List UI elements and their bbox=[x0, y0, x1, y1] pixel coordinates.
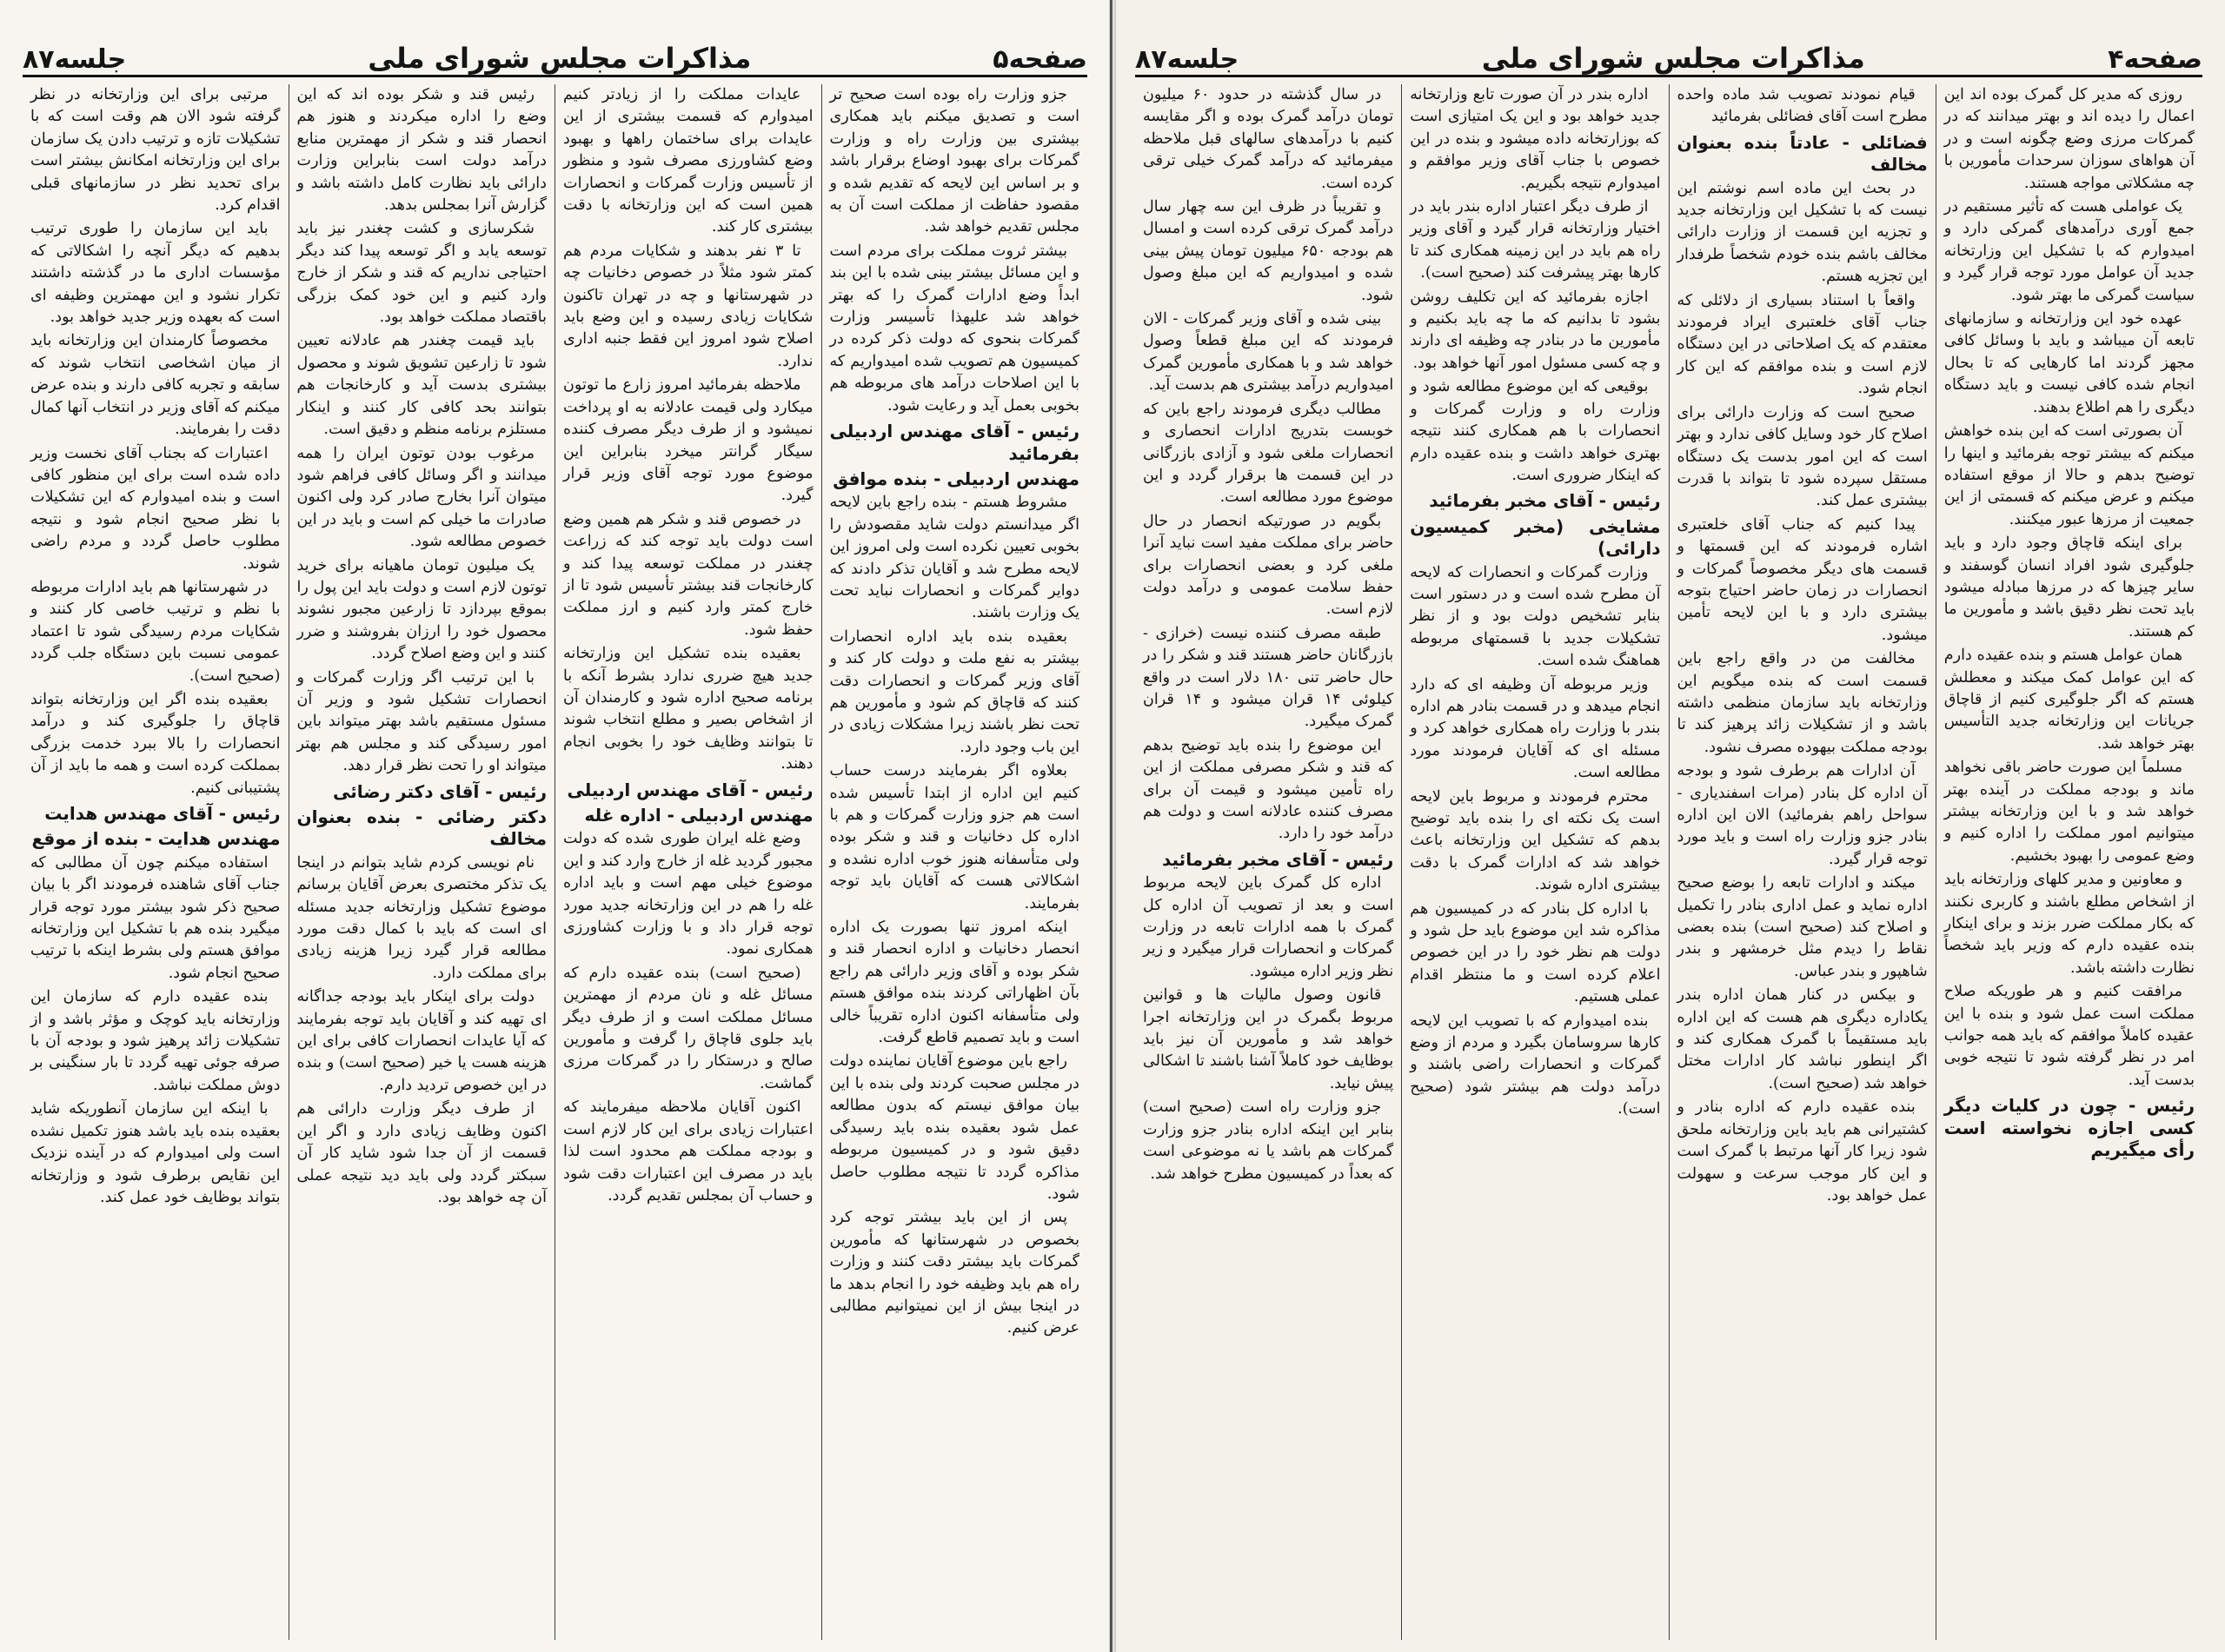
paragraph: مسلماً این صورت حاضر باقی نخواهد ماند و بودجه مملکت در آینده بهتر خواهد شد و با این وزارتخانه بیشتر میتوانیم امور مملکت را اداره کنیم و وضع عمومی را بهبود بخشیم. bbox=[1943, 759, 2195, 865]
left-page-number: صفحه۵ bbox=[993, 44, 1087, 75]
paragraph: و تقریباً در ظرف این سه چهار سال درآمد گمرک ترقی کرده است و امسال هم بودجه ۶۵۰ میلیون تومان پیش بینی شده و امیدواریم که این مبلغ وصول شود. bbox=[1143, 198, 1394, 304]
paragraph: میکند و ادارات تابعه را بوضع صحیح اداره نماید و عمل اداری بنادر را تکمیل و اصلاح کند (صحیح است) بنده بعضی نقاط را دیدم مثل خرمشهر و بندر شاهپور و بندر عباس. bbox=[1677, 874, 1928, 980]
paragraph: مرافقت کنیم و هر طوریکه صلاح مملکت است عمل شود و بنده با این عقیده کاملاً موافقم که باید همه جوانب امر در نظر گرفته شود تا نتیجه خوبی بدست آید. bbox=[1943, 983, 2195, 1089]
paragraph: عهده خود این وزارتخانه و سازمانهای تابعه آن میباشد و باید با وسائل کافی مجهز گردند اما کارهایی که تا بحال انجام شده کافی نیست و باید دستگاه دیگری را هم اطلاع بدهند. bbox=[1943, 310, 2195, 416]
paragraph: بنده عقیده دارم که سازمان این وزارتخانه باید کوچک و مؤثر باشد و از تشکیلات زائد پرهیز شود و بودجه آن با صرفه جوئی تهیه گردد تا بار سنگینی بر دوش مملکت نباشد. bbox=[30, 988, 281, 1094]
speaker-line: مشایخی (مخبر کمیسیون دارائی) bbox=[1410, 515, 1661, 560]
paragraph: با اداره کل بنادر که در کمیسیون هم مذاکره شد این موضوع باید حل شود و دولت هم نظر خود را در این خصوص اعلام کرده است و ما منتظر اقدام عملی هستیم. bbox=[1410, 899, 1661, 1006]
paragraph: قانون وصول مالیات ها و قوانین مربوط بگمرک در این وزارتخانه اجرا خواهد شد و مأمورین آن نیز باید بوظایف خود کاملاً آشنا باشند تا اشکالی پیش نیاید. bbox=[1143, 986, 1394, 1092]
paragraph: اداره کل گمرک باین لایحه مربوط است و بعد از تصویب آن اداره کل گمرک با همه ادارات تابعه در وزارت گمرکات و انحصارات قرار میگیرد و زیر نظر وزیر اداره میشود. bbox=[1143, 874, 1394, 980]
paragraph: پیدا کنیم که جناب آقای خلعتبری اشاره فرمودند که این قسمتها و قسمت های دیگر مخصوصاً گمرکات و انحصارات در زمان حاضر احتیاج بتوجه بیشتری دارد و با این لایحه تأمین میشود. bbox=[1677, 515, 1928, 644]
paragraph: وضع غله ایران طوری شده که دولت مجبور گردید غله از خارج وارد کند و این موضوع خیلی مهم است و باید اداره غله را هم در این وزارتخانه جدید مورد توجه قرار داد و با وزارت کشاورزی همکاری نمود. bbox=[563, 830, 814, 959]
paragraph: عایدات مملکت را از زیادتر کنیم امیدوارم که قسمت بیشتری از این عایدات برای ساختمان راهها و بهبود وضع کشاورزی مصرف شود و منظور از تأسیس وزارت گمرکات و انحصارات همین است که این وزارتخانه با دقت بیشتری کار کند. bbox=[563, 86, 814, 236]
paragraph: و معاونین و مدیر کلهای وزارتخانه باید از اشخاص مطلع باشند و کاربری نکنند که بکار مملکت ضرر بزند و برای اینکار بنده عقیده دارم که وزیر باید شخصاً نظارت داشته باشد. bbox=[1943, 871, 2195, 977]
paragraph: با این ترتیب اگر وزارت گمرکات و انحصارات تشکیل شود و وزیر آن مسئول مستقیم باشد بهتر میتواند باین امور رسیدگی کند و مجلس هم بهتر میتواند او را تحت نظر قرار دهد. bbox=[296, 668, 547, 775]
paragraph: برای اینکه قاچاق وجود دارد و باید جلوگیری شود افراد انسان گوسفند و سایر چیزها که در مرزها مبادله میشود باید تحت نظر دقیق باشد و مأمورین ما کم هستند. bbox=[1943, 534, 2195, 640]
paragraph: بگویم در صورتیکه انحصار در حال حاضر برای مملکت مفید است نباید آنرا ملغی کرد و بعضی انحصارات برای حفظ سلامت عمومی و درآمد دولت لازم است. bbox=[1143, 512, 1394, 619]
paragraph: اجازه بفرمائید که این تکلیف روشن بشود تا بدانیم که ما چه باید بکنیم و مأمورین ما در بنادر چه وظیفه ای دارند و چه کسی مسئول امور آنها خواهد بود. bbox=[1410, 288, 1661, 372]
paragraph: بعلاوه اگر بفرمایند درست حساب کنیم این اداره از ابتدا تأسیس شده است هم جزو وزارت گمرکات و هم با اداره کل دخانیات و قند و شکر بوده ولی متأسفانه هنوز خوب اداره نشده و اشکالاتی هست که آقایان باید توجه بفرمایند. bbox=[829, 762, 1079, 912]
text-column bbox=[289, 84, 555, 1640]
speaker-line: مهندس هدایت - بنده از موقع bbox=[31, 828, 281, 850]
paragraph: ملاحظه بفرمائید امروز زارع ما توتون میکارد ولی قیمت عادلانه به او پرداخت نمیشود و از طرف دیگر مصرف کننده سیگار گرانتر میخرد بنابراین این موضوع مورد توجه آقای وزیر قرار گیرد. bbox=[563, 376, 814, 505]
paragraph: در بحث این ماده اسم نوشتم این نیست که با تشکیل این وزارتخانه جدید و تجزیه این قسمت از وزارت دارائی مخالف باشم بنده خودم شخصاً طرفدار این تجزیه هستم. bbox=[1677, 179, 1928, 286]
paragraph: واقعاً با استناد بسیاری از دلائلی که جناب آقای خلعتبری ایراد فرمودند معتقدم که یک اصلاحاتی در این دستگاه لازم است و بنده موافقم که این کار انجام شود. bbox=[1677, 291, 1928, 398]
paragraph: این موضوع را بنده باید توضیح بدهم که قند و شکر مصرفی مملکت از این راه تأمین میشود و قیمت آن برای مصرف کننده عادلانه است و دولت هم درآمد خود را دارد. bbox=[1143, 736, 1394, 843]
right-page bbox=[1112, 0, 2225, 1652]
left-page-session: جلسه۸۷ bbox=[23, 44, 127, 75]
paragraph: با اینکه این سازمان آنطوریکه شاید بعقیده بنده باید باشد هنوز تکمیل نشده است ولی امیدوارم که در آینده نزدیک این نقایص برطرف شود و وزارتخانه بتواند بوظایف خود عمل کند. bbox=[30, 1100, 281, 1206]
paragraph: باید قیمت چغندر هم عادلانه تعیین شود تا زارعین تشویق شوند و محصول بیشتری بدست آید و کارخانجات هم بتوانند بحد کافی کار کنند و اینکار مستلزم برنامه منظم و دقیق است. bbox=[296, 332, 547, 439]
paragraph: آن ادارات هم برطرف شود و بودجه آن اداره کل بنادر (مرات اسفندیاری - سواحل راهم بفرمائید) الان این اداره بنادر جزو وزارت راه است و باید مورد توجه قرار گیرد. bbox=[1677, 762, 1928, 868]
paragraph: باید این سازمان را طوری ترتیب بدهیم که دیگر آنچه را اشکالاتی که مؤسسات اداری ما در گذشته داشتند تکرار نشود و این مهمترین وظیفه ای است که بعهده وزیر جدید خواهد بود. bbox=[30, 220, 281, 327]
speaker-line: رئیس - چون در کلیات دیگر کسی اجازه نخواسته است رأی میگیریم bbox=[1943, 1095, 2195, 1161]
left-page bbox=[0, 0, 1112, 1652]
paragraph: بعقیده بنده باید اداره انحصارات بیشتر به نفع ملت و دولت کار کند و آقای وزیر گمرکات و انحصارات دقت کنند که قاچاق کم شود و مأمورین هم تحت نظر باشند زیرا مشکلات زیادی در این باب وجود دارد. bbox=[829, 627, 1079, 756]
paragraph: مرغوب بودن توتون ایران را همه میدانند و اگر وسائل کافی فراهم شود میتوان آنرا بخارج صادر کرد ولی اکنون صادرات ما خیلی کم است و باید در این خصوص مطالعه شود. bbox=[296, 444, 547, 551]
paragraph: بنده امیدوارم که با تصویب این لایحه کارها سروسامان بگیرد و مردم از وضع گمرکات و انحصارات راضی باشند و درآمد دولت هم بیشتر شود (صحیح است). bbox=[1410, 1012, 1661, 1118]
paragraph: اداره بندر در آن صورت تابع وزارتخانه جدید خواهد بود و این یک امتیازی است که بوزارتخانه داده میشود و بنده در این خصوص با جناب آقای وزیر موافقم و امیدوارم نتیجه بگیریم. bbox=[1410, 86, 1661, 192]
paragraph: اکنون آقایان ملاحظه میفرمایند که اعتبارات زیادی برای این کار لازم است و بودجه مملکت هم محدود است لذا باید در مصرف این اعتبارات دقت شود و حساب آن بمجلس تقدیم گردد. bbox=[563, 1098, 814, 1204]
paragraph: بعقیده بنده تشکیل این وزارتخانه جدید هیچ ضرری ندارد بشرط آنکه با برنامه صحیح اداره شود و کارمندان آن از اشخاص بصیر و مطلع انتخاب شوند تا بتوانند وظایف خود را بخوبی انجام دهند. bbox=[563, 645, 814, 773]
speaker-line: رئیس - آقای مهندس اردبیلی bbox=[567, 779, 814, 800]
paragraph: رئیس قند و شکر بوده اند که این وضع را اداره میکردند و هنوز هم انحصار قند و شکر از مهمترین منابع درآمد دولت است بنابراین وزارت دارائی باید نظارت کامل داشته باشد و گزارش آنرا بمجلس بدهد. bbox=[296, 86, 547, 215]
speaker-line: مهندس اردبیلی - بنده موافق bbox=[833, 468, 1079, 489]
paragraph: دولت برای اینکار باید بودجه جداگانه ای تهیه کند و آقایان باید توجه بفرمایند که آیا عایدات انحصارات کافی برای این هزینه هست یا خیر (صحیح است) و بنده در این خصوص تردید دارم. bbox=[296, 988, 547, 1094]
paragraph: جزو وزارت راه بوده است صحیح تر است و تصدیق میکنم باید همکاری بیشتری بین وزارت راه و وزارت گمرکات برای بهبود اوضاع برقرار باشد و بر اساس این لایحه که تقدیم شده و مقصود حفاظت از مملکت است آن به مجلس تقدیم خواهد شد. bbox=[829, 86, 1079, 236]
paragraph: مطالب دیگری فرمودند راجع باین که خوبست بتدریج ادارات انحصاری و انحصارات ملغی شود و آزادی بازرگانی در این قسمت ها برقرار گردد و این موضوع مورد مطالعه است. bbox=[1143, 400, 1394, 507]
right-page-header bbox=[1135, 24, 2202, 77]
text-column bbox=[23, 84, 289, 1640]
paragraph: بوقیعی که این موضوع مطالعه شود و وزارت راه و وزارت گمرکات و انحصارات با هم همکاری کنند نتیجه بهتری خواهد داشت و بنده عقیده دارم که اینکار ضروری است. bbox=[1410, 378, 1661, 484]
paragraph: آن بصورتی است که این بنده خواهش میکنم که بیشتر توجه بفرمائید و اینها را توضیح بدهم و حالا از موقع استفاده میکنم و عرض میکنم که قسمتی از این جمعیت از مرزها عبور میکنند. bbox=[1943, 422, 2195, 528]
page-fold bbox=[1109, 0, 1116, 1652]
paragraph: اینکه امروز تنها بصورت یک اداره انحصار دخانیات و اداره انحصار قند و شکر بوده و آقای وزیر دارائی هم راجع بآن اظهاراتی کردند بنده موافق هستم ولی متأسفانه اکنون اداره تقریباً خالی است و باید تصمیم قاطع گرفت. bbox=[829, 919, 1079, 1047]
speaker-line: دکتر رضائی - بنده بعنوان مخالف bbox=[296, 806, 547, 850]
speaker-line: رئیس - آقای مخبر بفرمائید bbox=[1429, 490, 1661, 512]
speaker-line: رئیس - آقای مهندس هدایت bbox=[44, 803, 281, 824]
text-column bbox=[1669, 84, 1936, 1640]
speaker-line: رئیس - آقای مخبر بفرمائید bbox=[1161, 848, 1394, 870]
paragraph: مرتبی برای این وزارتخانه در نظر گرفته شود الان هم وقت است که با تشکیلات تازه و ترتیب دادن یک سازمان برای این وزارتخانه امکانش بیشتر است برای تحدید نظر در سازمانهای قبلی اقدام کرد. bbox=[30, 86, 281, 215]
paragraph: و بیکس در کنار همان اداره بندر یکاداره دیگری هم هست که این اداره باید مستقیماً با گمرک همکاری کند و اگر اینطور نباشد کار ادارات مختل خواهد شد (صحیح است). bbox=[1677, 986, 1928, 1092]
paragraph: استفاده میکنم چون آن مطالبی که جناب آقای شاهنده فرمودند اگر با بیان صحیح ذکر شود بیشتر مورد توجه قرار میگیرد بنده هم با تشکیل این وزارتخانه موافق هستم ولی بشرط اینکه با ترتیب صحیح انجام شود. bbox=[30, 853, 281, 982]
paragraph: از طرف دیگر وزارت دارائی هم اکنون وظایف زیادی دارد و اگر این قسمت از آن جدا شود شاید کار آن سبکتر گردد ولی باید دید نتیجه عملی آن چه خواهد بود. bbox=[296, 1100, 547, 1206]
paragraph: راجع باین موضوع آقایان نماینده دولت در مجلس صحبت کردند ولی بنده با این بیان موافق نیستم که بدون مطالعه عمل شود بعقیده بنده باید رسیدگی دقیق شود و در کمیسیون مربوطه مذاکره گردد تا نتیجه مطلوب حاصل شود. bbox=[829, 1052, 1079, 1203]
speaker-line: رئیس - آقای دکتر رضائی bbox=[333, 780, 547, 802]
paragraph: مشروط هستم - بنده راجع باین لایحه اگر میدانستم دولت شاید مقصودش را بخوبی تعیین نکرده است ولی امروز این لایحه مطرح شد و آقایان تذکر دادند که دوایر گمرکات و انحصارات نباید تحت یک وزارت باشند. bbox=[829, 494, 1079, 622]
paragraph: بنده عقیده دارم که اداره بنادر و کشتیرانی هم باید باین وزارتخانه ملحق شود زیرا کار آنها مرتبط با گمرک است و این کار موجب سرعت و سهولت عمل خواهد بود. bbox=[1677, 1098, 1928, 1204]
speaker-line: رئیس - آقای مهندس اردبیلی بفرمائید bbox=[829, 421, 1079, 464]
left-page-title: مذاکرات مجلس شورای ملی bbox=[368, 42, 752, 75]
paragraph: مخصوصاً کارمندان این وزارتخانه باید از میان اشخاصی انتخاب شوند که سابقه و تجربه کافی دارند و بنده عرض میکنم که آقای وزیر در انتخاب آنها کمال دقت را بفرمایند. bbox=[30, 332, 281, 439]
paragraph: تا ۳ نفر بدهند و شکایات مردم هم کمتر شود مثلاً در خصوص دخانیات چه در شهرستانها و چه در تهران تاکنون شکایات زیادی رسیده و این وضع باید اصلاح شود امروز این فقط جنبه اداری ندارد. bbox=[563, 242, 814, 370]
paragraph: وزیر مربوطه آن وظیفه ای که دارد انجام میدهد و در قسمت بنادر هم اداره بندر با وزارت راه همکاری خواهد کرد و مسئله ای که آقایان فرمودند مورد مطالعه است. bbox=[1410, 675, 1661, 782]
paragraph: یک میلیون تومان ماهیانه برای خرید توتون لازم است و دولت باید این پول را بموقع بپردازد تا زارعین مجبور نشوند محصول خود را ارزان بفروشند و ضرر کنند و این وضع اصلاح گردد. bbox=[296, 556, 547, 663]
text-column bbox=[1401, 84, 1668, 1640]
paragraph: صحیح است که وزارت دارائی برای اصلاح کار خود وسایل کافی ندارد و بهتر است که این امور بدست یک دستگاه مستقل سپرده شود تا بتواند با قدرت بیشتری عمل کند. bbox=[1677, 403, 1928, 510]
paragraph: پس از این باید بیشتر توجه کرد بخصوص در شهرستانها که مأمورین گمرکات باید بیشتر دقت کنند و وزارت راه هم باید وظیفه خود را انجام بدهد ما در اینجا بیش از این نمیتوانیم مطالبی عرض کنیم. bbox=[829, 1209, 1079, 1337]
paragraph: اعتبارات که بجناب آقای نخست وزیر داده شده است برای این منظور کافی است و بنده امیدوارم که این تشکیلات با نظر صحیح انجام شود و نتیجه مطلوب حاصل گردد و مردم راضی شوند. bbox=[30, 444, 281, 573]
text-column bbox=[1135, 84, 1401, 1640]
paragraph: محترم فرمودند و مربوط باین لایحه است یک نکته ای را بنده باید توضیح بدهم که تشکیل این وزارتخانه باعث خواهد شد که ادارات گمرک با دقت بیشتری اداره شوند. bbox=[1410, 787, 1661, 894]
paragraph: بیشتر ثروت مملکت برای مردم است و این مسائل بیشتر بینی شده با این بند ابداً وضع ادارات گمرک را که بهتر خواهد شد علیهذا تأسیسر وزارت گمرکات بنحوی که دولت ذکر کرده در کمیسیون هم تصویب شده امیدواریم که با این اصلاحات درآمد های مربوطه هم بخوبی بعمل آید و رعایت شود. bbox=[829, 242, 1079, 415]
paragraph: نام نویسی کردم شاید بتوانم در اینجا یک تذکر مختصری بعرض آقایان برسانم موضوع تشکیل وزارتخانه جدید مسئله ای است که باید با کمال دقت مورد مطالعه قرار گیرد زیرا هزینه زیادی برای مملکت دارد. bbox=[296, 853, 547, 982]
paragraph: قیام نمودند تصویب شد ماده واحده مطرح است آقای فضائلی بفرمائید bbox=[1677, 86, 1928, 126]
right-page-number: صفحه۴ bbox=[2108, 44, 2202, 75]
paragraph: بینی شده و آقای وزیر گمرکات - الان فرمودند که این مبلغ قطعاً وصول خواهد شد و با همکاری مأمورین گمرک امیدواریم درآمد بیشتری هم بدست آید. bbox=[1143, 310, 1394, 395]
paragraph: وزارت گمرکات و انحصارات که لایحه آن مطرح شده است و در دستور است بنابر تشخیص دولت بود و از نظر تشکیلات جدید با قسمتهای مربوطه هماهنگ شده است. bbox=[1410, 563, 1661, 670]
right-page-columns bbox=[1135, 84, 2202, 1640]
text-column bbox=[1936, 84, 2202, 1640]
left-page-columns bbox=[23, 84, 1087, 1640]
paragraph: همان عوامل هستم و بنده عقیده دارم که این عوامل کمک میکند و معطلش هستم که اگر جلوگیری کنیم از قاچاق جریانات این وزارتخانه جدید التأسیس بهتر خواهد شد. bbox=[1943, 647, 2195, 753]
paragraph: طبقه مصرف کننده نیست (خرازی - بازرگانان حاضر هستند قند و شکر را در حال حاضر تنی ۱۸۰ دلار است در واقع کیلوئی ۱۴ قران میشود و ۱۴ قران گمرک میگیرد. bbox=[1143, 624, 1394, 731]
paragraph: یک عواملی هست که تأثیر مستقیم در جمع آوری درآمدهای گمرکی دارد و امیدوارم که با تشکیل این وزارتخانه جدید آن عوامل مورد توجه قرار گیرد و سیاست گمرکی ما بهتر شود. bbox=[1943, 198, 2195, 304]
paragraph: جزو وزارت راه است (صحیح است) بنابر این اینکه اداره بنادر جزو وزارت گمرکات هم باشد یا نه موضوعی است که بعداً در کمیسیون مطرح خواهد شد. bbox=[1143, 1098, 1394, 1183]
speaker-line: فضائلی - عادتاً بنده بعنوان مخالف bbox=[1677, 131, 1928, 176]
paragraph: (صحیح است) بنده عقیده دارم که مسائل غله و نان مردم از مهمترین مسائل مملکت است و از طرف دیگر باید جلوی قاچاق را گرفت و مأمورین صالح و درستکار را در گمرکات مرزی گماشت. bbox=[563, 964, 814, 1092]
right-page-session: جلسه۸۷ bbox=[1135, 44, 1239, 75]
paragraph: مخالفت من در واقع راجع باین قسمت است که بنده میگویم این وزارتخانه باید سازمان منظمی داشته باشد و از تشکیلات زائد پرهیز کند تا بودجه مملکت بیهوده مصرف نشود. bbox=[1677, 650, 1928, 756]
left-page-header bbox=[23, 24, 1087, 77]
paragraph: بعقیده بنده اگر این وزارتخانه بتواند قاچاق را جلوگیری کند و درآمد انحصارات را بالا ببرد خدمت بزرگی بمملکت کرده است و همه ما باید از آن پشتیبانی کنیم. bbox=[30, 690, 281, 797]
paragraph: در سال گذشته در حدود ۶۰ میلیون تومان درآمد گمرک بوده و اگر مقایسه کنیم با درآمدهای سالهای قبل ملاحظه میفرمائید که درآمد گمرک خیلی ترقی کرده است. bbox=[1143, 86, 1394, 192]
paragraph: در خصوص قند و شکر هم همین وضع است دولت باید توجه کند که زراعت چغندر در مملکت توسعه پیدا کند و کارخانجات قند بیشتر تأسیس شود تا از خارج کمتر وارد کنیم و ارز مملکت حفظ شود. bbox=[563, 510, 814, 639]
paragraph: روزی که مدیر کل گمرک بوده اند این اعمال را دیده اند و بهتر میدانند که در گمرکات مرزی وضع چگونه است و در آن هواهای سوزان سرحدات مأمورین با چه مشکلاتی مواجه هستند. bbox=[1943, 86, 2195, 192]
text-column bbox=[555, 84, 821, 1640]
paragraph: از طرف دیگر اعتبار اداره بندر باید در اختیار وزارتخانه قرار گیرد و آقای وزیر راه هم باید در این زمینه همکاری کند تا کارها بهتر پیشرفت کند (صحیح است). bbox=[1410, 198, 1661, 282]
paragraph: در شهرستانها هم باید ادارات مربوطه با نظم و ترتیب خاصی کار کنند و شکایات مردم رسیدگی شود تا اعتماد عمومی نسبت باین دستگاه جلب گردد (صحیح است). bbox=[30, 578, 281, 685]
speaker-line: مهندس اردبیلی - اداره غله bbox=[584, 805, 814, 826]
right-page-title: مذاکرات مجلس شورای ملی bbox=[1481, 42, 1865, 75]
paragraph: شکرسازی و کشت چغندر نیز باید توسعه یابد و اگر توسعه پیدا کند دیگر احتیاجی نداریم که قند و شکر از خارج وارد کنیم و این خود کمک بزرگی باقتصاد مملکت خواهد بود. bbox=[296, 220, 547, 327]
text-column bbox=[821, 84, 1088, 1640]
